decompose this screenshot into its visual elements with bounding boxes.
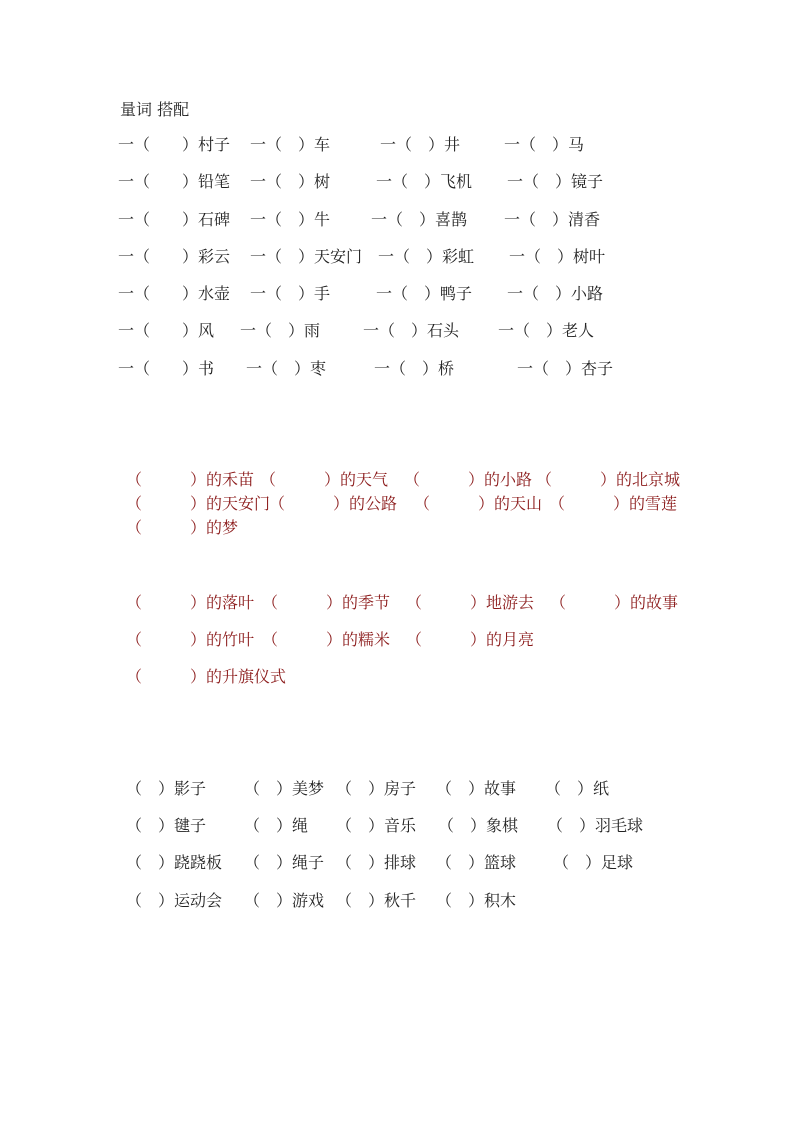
exercise-item: （ ）房子 xyxy=(336,779,417,798)
exercise-item: （ ）故事 xyxy=(436,779,517,798)
exercise-item: 一（ ）喜鹊 xyxy=(371,210,468,229)
exercise-row xyxy=(118,246,718,268)
exercise-item: （ ）秋千 xyxy=(336,891,417,910)
exercise-row xyxy=(118,209,718,231)
exercise-item: （ ）音乐 xyxy=(336,816,417,835)
exercise-row xyxy=(126,778,686,800)
exercise-item: （ ）绳子 xyxy=(244,853,325,872)
exercise-item: （ ）足球 xyxy=(553,853,634,872)
exercise-item: （ ）美梦 xyxy=(244,779,325,798)
exercise-item: 一（ ）井 xyxy=(380,135,461,154)
exercise-item: （ ）的糯米 xyxy=(262,630,391,649)
exercise-row xyxy=(118,358,718,380)
exercise-item: （ ）的天气 xyxy=(260,470,389,489)
exercise-item: 一（ ）清香 xyxy=(504,210,601,229)
exercise-item: 一（ ）风 xyxy=(118,321,215,340)
exercise-row xyxy=(118,134,718,156)
exercise-item: 一（ ）杏子 xyxy=(517,359,614,378)
exercise-item: 一（ ）铅笔 xyxy=(118,172,231,191)
exercise-item: 一（ ）鸭子 xyxy=(376,284,473,303)
exercise-item: （ ）纸 xyxy=(545,779,610,798)
exercise-item: 一（ ）枣 xyxy=(246,359,327,378)
exercise-item: （ ）跷跷板 xyxy=(126,853,223,872)
exercise-item: 一（ ）车 xyxy=(250,135,331,154)
exercise-item: 一（ ）马 xyxy=(504,135,585,154)
exercise-row xyxy=(126,815,686,837)
exercise-item: 一（ ）手 xyxy=(250,284,331,303)
exercise-item: 一（ ）石头 xyxy=(363,321,460,340)
exercise-item: （ ）的公路 xyxy=(269,494,398,513)
exercise-item: （ ）的雪莲 xyxy=(549,494,678,513)
exercise-row xyxy=(126,592,706,614)
exercise-item: （ ）地游去 xyxy=(406,593,535,612)
exercise-row xyxy=(118,283,718,305)
exercise-item: 一（ ）天安门 xyxy=(250,247,363,266)
exercise-item: （ ）的天安门 xyxy=(126,494,271,513)
exercise-row xyxy=(118,320,718,342)
exercise-item: （ ）的升旗仪式 xyxy=(126,667,287,686)
exercise-item: （ ）的天山 xyxy=(414,494,543,513)
exercise-row xyxy=(126,629,706,651)
worksheet-title: 量词 搭配 xyxy=(120,100,190,119)
exercise-item: （ ）运动会 xyxy=(126,891,223,910)
exercise-item: （ ）绳 xyxy=(244,816,309,835)
exercise-item: （ ）的竹叶 xyxy=(126,630,255,649)
exercise-item: （ ）的季节 xyxy=(262,593,391,612)
exercise-item: 一（ ）飞机 xyxy=(376,172,473,191)
exercise-item: 一（ ）村子 xyxy=(118,135,231,154)
exercise-item: （ ）排球 xyxy=(336,853,417,872)
exercise-item: 一（ ）牛 xyxy=(250,210,331,229)
exercise-item: 一（ ）雨 xyxy=(240,321,321,340)
exercise-row xyxy=(126,469,706,491)
exercise-item: （ ）的月亮 xyxy=(406,630,535,649)
exercise-item: 一（ ）书 xyxy=(118,359,215,378)
exercise-item: （ ）影子 xyxy=(126,779,207,798)
exercise-row xyxy=(126,666,706,688)
exercise-item: 一（ ）石碑 xyxy=(118,210,231,229)
exercise-row xyxy=(126,493,706,515)
exercise-item: 一（ ）树 xyxy=(250,172,331,191)
exercise-row xyxy=(126,852,686,874)
exercise-item: 一（ ）水壶 xyxy=(118,284,231,303)
exercise-item: （ ）游戏 xyxy=(244,891,325,910)
exercise-item: 一（ ）彩云 xyxy=(118,247,231,266)
exercise-item: 一（ ）彩虹 xyxy=(378,247,475,266)
exercise-item: 一（ ）小路 xyxy=(507,284,604,303)
exercise-item: （ ）的落叶 xyxy=(126,593,255,612)
exercise-item: （ ）的梦 xyxy=(126,518,239,537)
exercise-item: （ ）的禾苗 xyxy=(126,470,255,489)
exercise-item: 一（ ）镜子 xyxy=(507,172,604,191)
exercise-item: （ ）积木 xyxy=(436,891,517,910)
exercise-item: （ ）的北京城 xyxy=(536,470,681,489)
exercise-item: 一（ ）树叶 xyxy=(509,247,606,266)
exercise-item: （ ）的故事 xyxy=(550,593,679,612)
exercise-item: 一（ ）老人 xyxy=(498,321,595,340)
exercise-item: 一（ ）桥 xyxy=(374,359,455,378)
exercise-item: （ ）羽毛球 xyxy=(547,816,644,835)
exercise-item: （ ）象棋 xyxy=(438,816,519,835)
exercise-row xyxy=(126,517,706,539)
exercise-row xyxy=(118,171,718,193)
exercise-row xyxy=(126,890,686,912)
exercise-item: （ ）篮球 xyxy=(436,853,517,872)
exercise-item: （ ）的小路 xyxy=(404,470,533,489)
exercise-item: （ ）毽子 xyxy=(126,816,207,835)
